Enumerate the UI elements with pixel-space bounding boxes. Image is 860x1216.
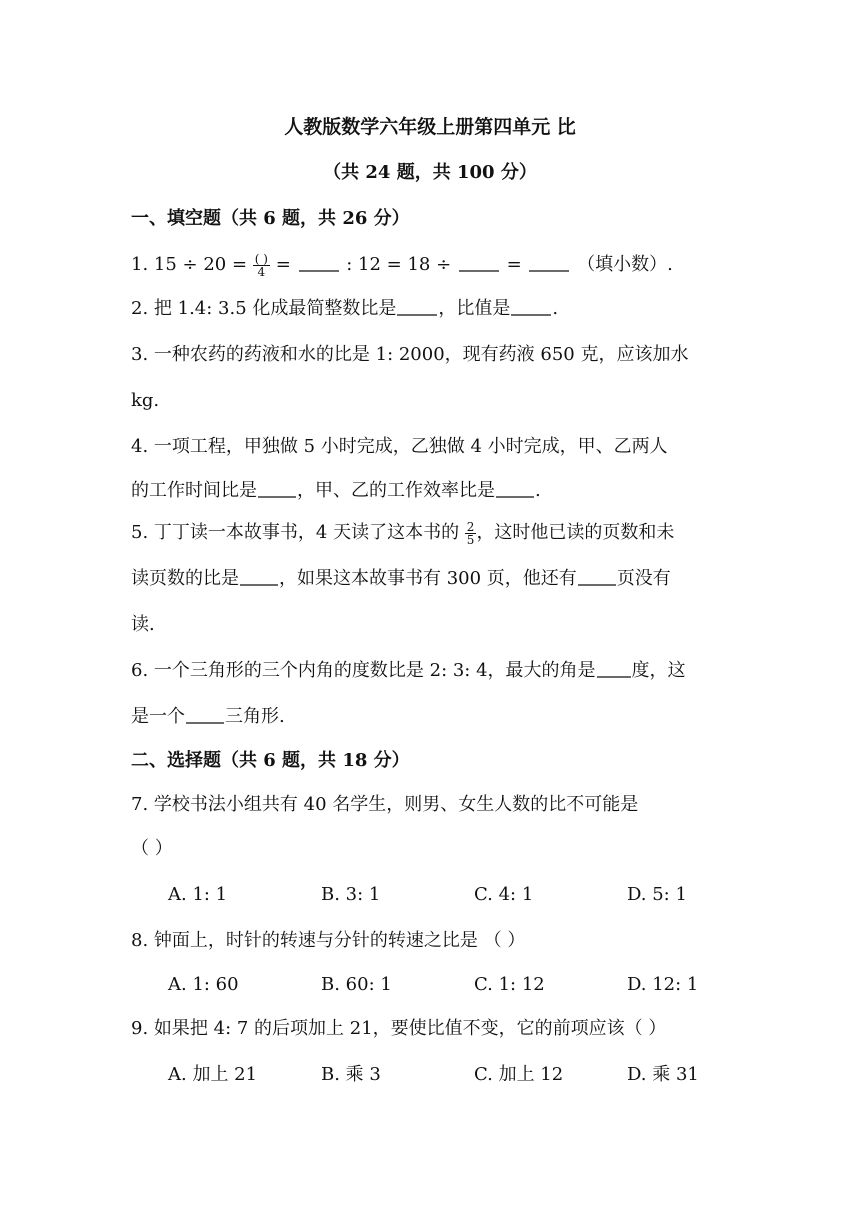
q2-blank-1[interactable]	[396, 296, 438, 322]
q4-blank-2[interactable]	[495, 478, 535, 504]
question-9-line-1: 9. 如果把 4: 7 的后项加上 21，要使比值不变，它的前项应该（ ）	[131, 1018, 667, 1039]
q5-text-pre: 5. 丁丁读一本故事书，4 天读了这本书的	[131, 522, 465, 543]
q7-option-a[interactable]: A. 1: 1	[168, 884, 228, 905]
q1-part3: : 12 = 18 ÷	[346, 254, 457, 275]
q6-blank-1[interactable]	[596, 658, 632, 684]
q8-option-d[interactable]: D. 12: 1	[627, 974, 699, 995]
question-3-line-2: kg.	[131, 390, 160, 411]
question-7-options	[168, 882, 728, 908]
page-title: 人教版数学六年级上册第四单元 比	[284, 116, 576, 138]
q5-blank-1[interactable]	[239, 566, 279, 592]
q1-fraction-numerator: ( )	[254, 251, 268, 266]
q1-fraction	[253, 253, 270, 278]
q6-blank-2[interactable]	[185, 704, 225, 730]
q9-option-c[interactable]: C. 加上 12	[474, 1064, 564, 1085]
page-subtitle: （共 24 题，共 100 分）	[323, 162, 537, 183]
question-3-line-1: 3. 一种农药的药液和水的比是 1: 2000，现有药液 650 克，应该加水	[131, 344, 689, 365]
q8-option-a[interactable]: A. 1: 60	[168, 974, 239, 995]
question-4-line-1: 4. 一项工程，甲独做 5 小时完成，乙独做 4 小时完成，甲、乙两人	[131, 436, 668, 457]
question-8-line-1: 8. 钟面上，时针的转速与分针的转速之比是 （ ）	[131, 930, 526, 951]
q6-text-a: 6. 一个三角形的三个内角的度数比是 2: 3: 4，最大的角是	[131, 660, 596, 681]
q1-fraction-denominator: 4	[257, 264, 266, 279]
q5-fraction-denominator: 5	[466, 532, 475, 547]
section-heading-fill-in: 一、填空题（共 6 题，共 26 分）	[131, 208, 410, 229]
question-4-line-2	[131, 478, 541, 504]
q4-text-c: .	[535, 480, 541, 501]
q5-text-a: 读页数的比是	[131, 568, 239, 589]
q1-part2: =	[275, 254, 297, 275]
q2-blank-2[interactable]	[510, 296, 552, 322]
q1-prefix: 1. 15 ÷ 20 =	[131, 254, 253, 275]
q1-blank-2[interactable]	[457, 252, 501, 278]
section-heading-multiple-choice: 二、选择题（共 6 题，共 18 分）	[131, 750, 410, 771]
q6-text-d: 三角形.	[225, 706, 285, 727]
q9-option-b[interactable]: B. 乘 3	[321, 1064, 381, 1085]
q5-text-c: 页没有	[616, 568, 671, 589]
q1-blank-3[interactable]	[527, 252, 571, 278]
q5-fraction	[465, 521, 477, 546]
question-9-options	[168, 1062, 728, 1088]
question-2	[131, 296, 558, 322]
q1-part4: =	[506, 254, 528, 275]
q2-text-c: .	[552, 298, 559, 319]
q9-option-d[interactable]: D. 乘 31	[627, 1064, 699, 1085]
q1-suffix: （填小数）.	[577, 254, 673, 275]
q5-fraction-numerator: 2	[466, 519, 475, 534]
q9-option-a[interactable]: A. 加上 21	[168, 1064, 258, 1085]
question-6-line-2	[131, 704, 285, 730]
q4-text-b: ，甲、乙的工作效率比是	[297, 480, 495, 501]
q8-option-b[interactable]: B. 60: 1	[321, 974, 392, 995]
question-1	[131, 252, 673, 278]
q4-blank-1[interactable]	[257, 478, 297, 504]
q2-text-a: 2. 把 1.4: 3.5 化成最简整数比是	[131, 298, 397, 319]
q6-text-b: 度，这	[631, 660, 686, 681]
q7-option-d[interactable]: D. 5: 1	[627, 884, 687, 905]
q8-option-c[interactable]: C. 1: 12	[474, 974, 545, 995]
q5-text-b: ，如果这本故事书有 300 页，他还有	[279, 568, 577, 589]
question-7-answer-bracket: （ ）	[131, 838, 173, 859]
q4-text-a: 的工作时间比是	[131, 480, 257, 501]
question-5-line-3: 读.	[131, 614, 155, 635]
q5-blank-2[interactable]	[577, 566, 617, 592]
q7-option-c[interactable]: C. 4: 1	[474, 884, 534, 905]
q5-text-post: ，这时他已读的页数和未	[476, 522, 675, 543]
question-5-line-2	[131, 566, 671, 592]
q7-option-b[interactable]: B. 3: 1	[321, 884, 381, 905]
q6-text-c: 是一个	[131, 706, 185, 727]
question-6-line-1	[131, 658, 686, 684]
question-5-line-1	[131, 520, 674, 546]
question-8-options	[168, 972, 728, 998]
q1-blank-1[interactable]	[297, 252, 341, 278]
question-7-line-1: 7. 学校书法小组共有 40 名学生，则男、女生人数的比不可能是	[131, 794, 639, 815]
q2-text-b: ，比值是	[438, 298, 511, 319]
